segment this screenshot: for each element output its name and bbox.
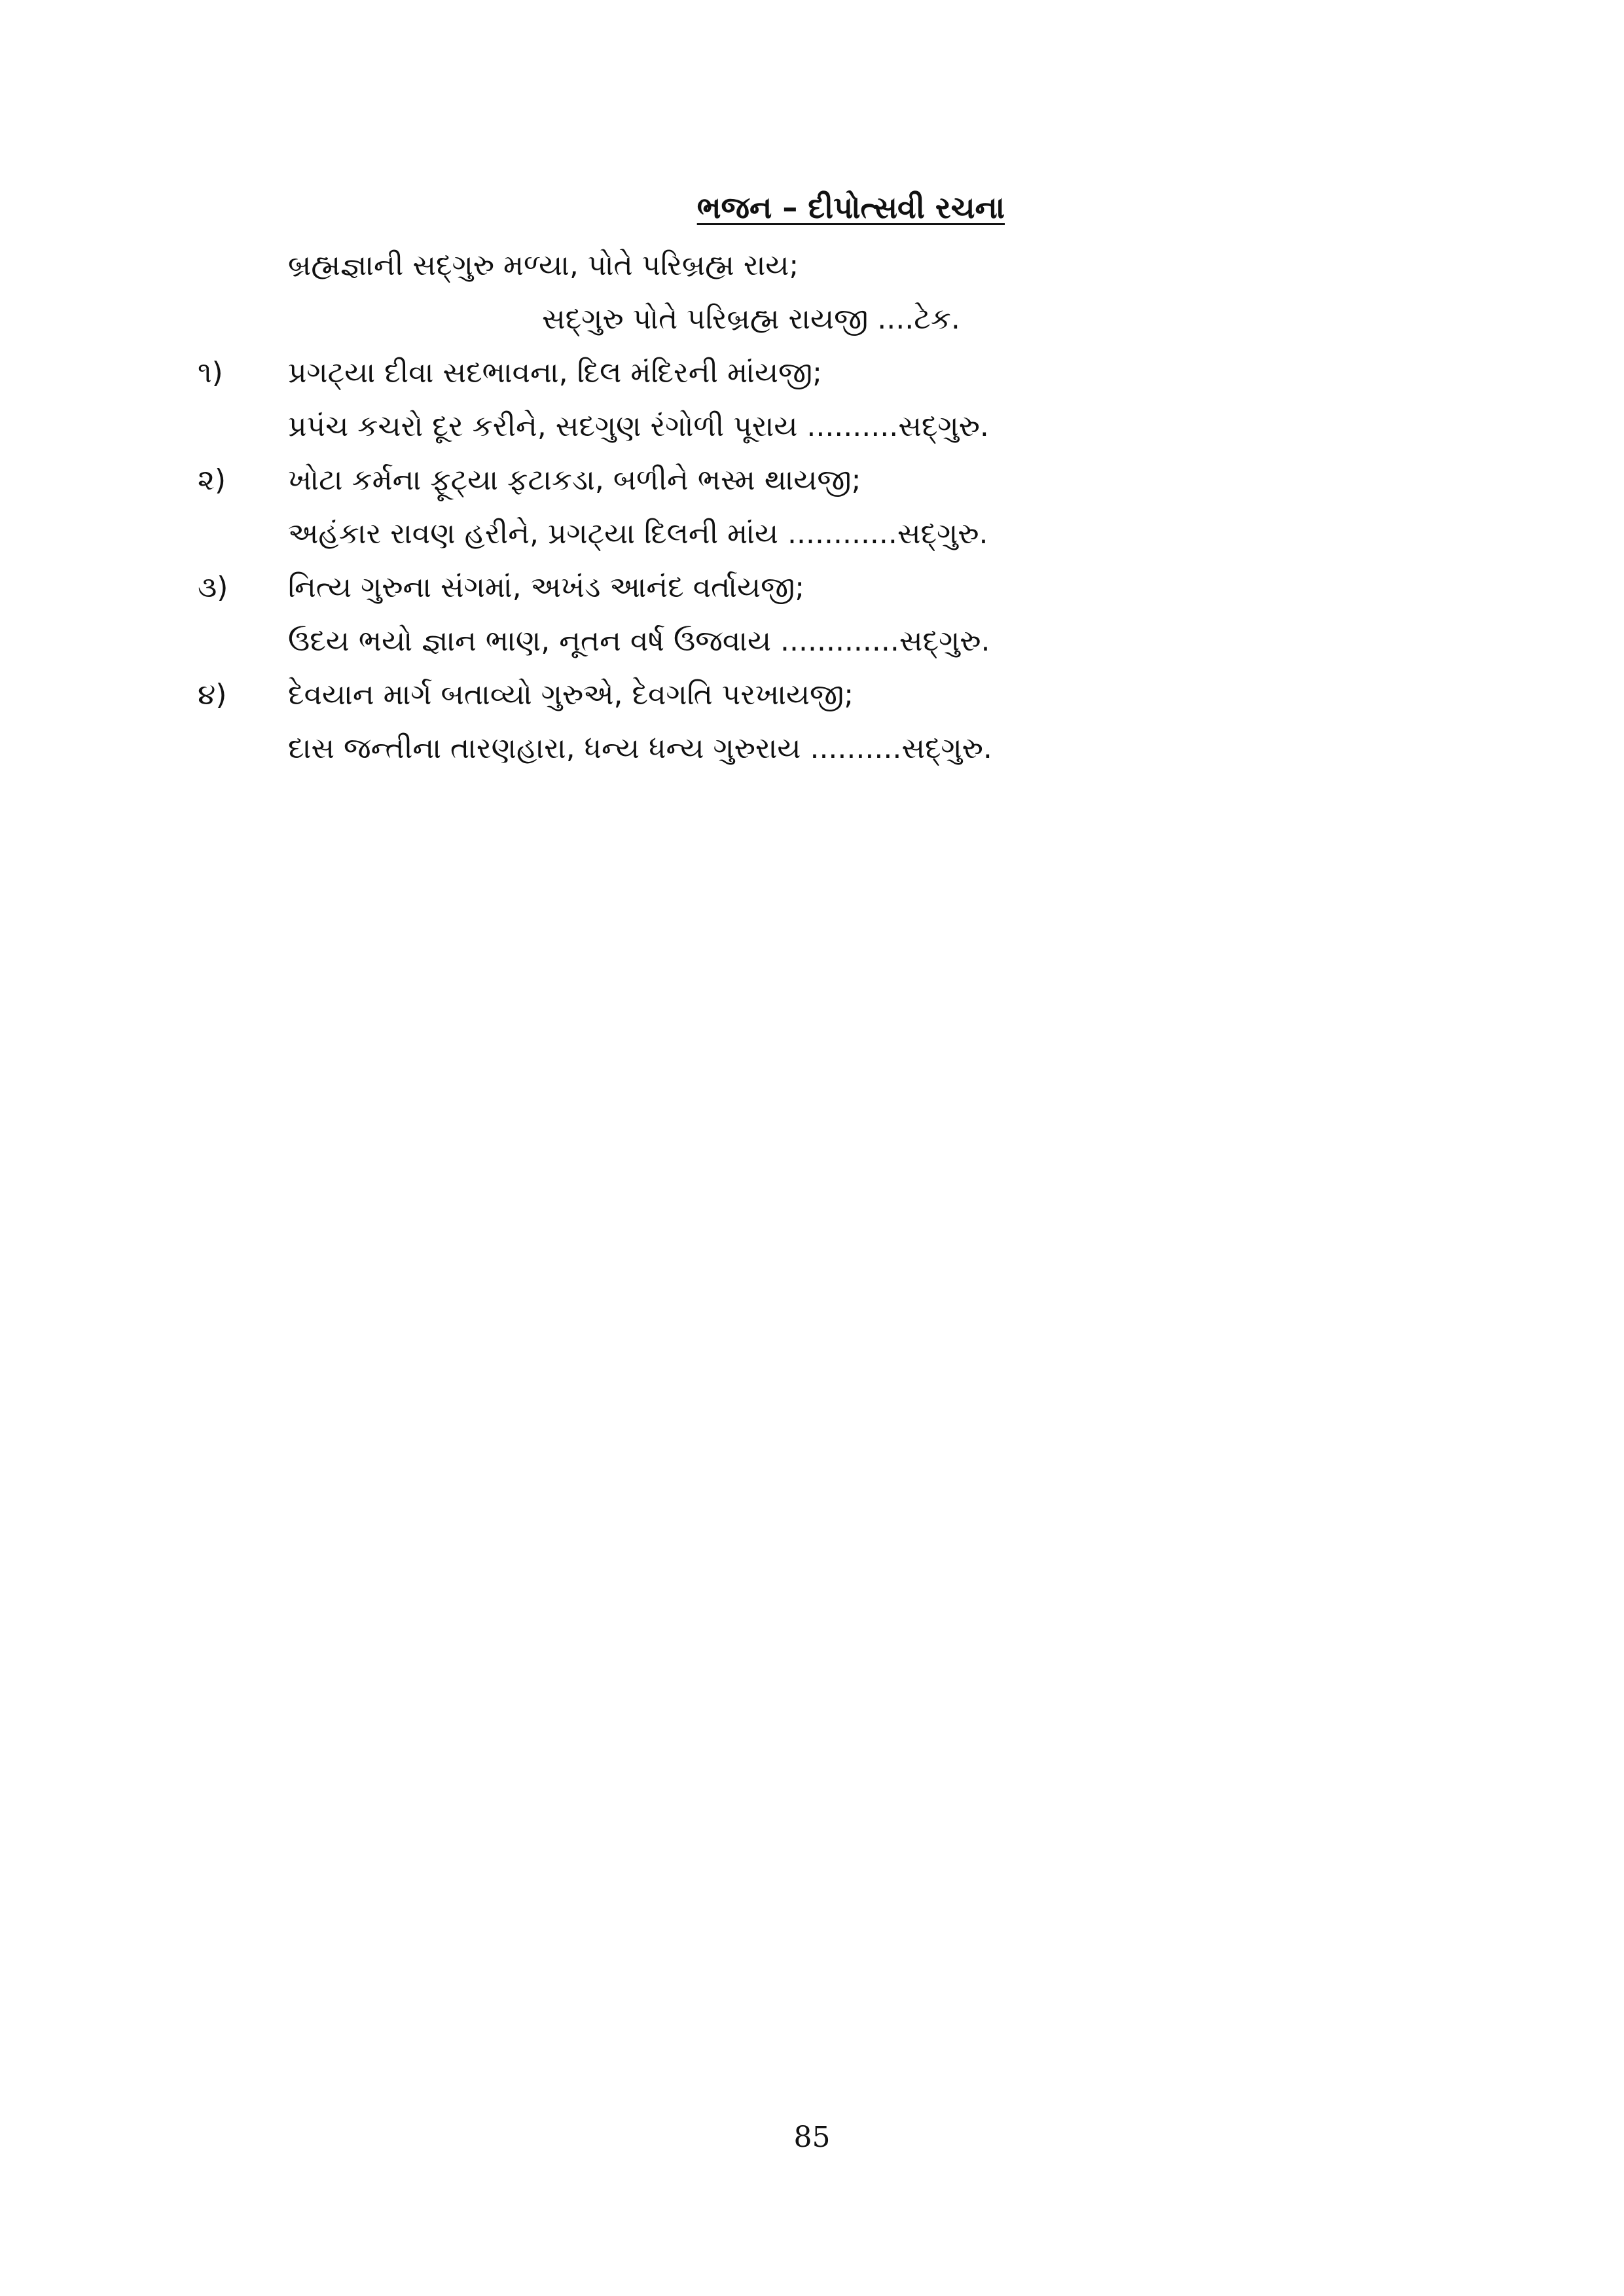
page-title: ભજન – દીપોત્સવી રચના [696, 190, 1005, 225]
verse-2-number: ૨) [198, 463, 226, 497]
verse-1-number: ૧) [198, 356, 223, 389]
verse-3-number: ૩) [198, 571, 228, 604]
verse-3-line-2: ઉદય ભયો જ્ઞાન ભાણ, નૂતન વર્ષ ઉજવાય .............સદ્‌ગુરુ. [288, 624, 990, 658]
verse-3-line-1: નિત્ય ગુરુના સંગમાં, અખંડ આનંદ વર્તાયજી; [288, 571, 805, 604]
verse-4-number: ૪) [198, 678, 227, 711]
page-number: 85 [793, 2121, 831, 2154]
verse-1-line-2: પ્રપંચ કચરો દૂર કરીને, સદગુણ રંગોળી પૂરાય ..........સદ્‌ગુરુ. [288, 410, 989, 443]
verse-4-line-2: દાસ જન્તીના તારણહારા, ધન્ય ધન્ય ગુરુરાય ..........સદ્‌ગુરુ. [288, 732, 992, 765]
verse-2-line-2: અહંકાર રાવણ હરીને, પ્રગટ્યા દિલની માંય ............સદ્‌ગુરુ. [288, 517, 988, 550]
verse-4-line-1: દેવયાન માર્ગ બતાવ્યો ગુરુએ, દેવગતિ પરખાયજી; [288, 678, 854, 711]
refrain-line-1: બ્રહ્મજ્ઞાની સદ્‌ગુરુ મળ્યા, પોતે પરિબ્રહ્મ રાય; [288, 249, 799, 282]
refrain-line-2: સદ્‌ગુરુ પોતે પરિબ્રહ્મ રાયજી ....ટેક. [542, 302, 960, 336]
verse-1-line-1: પ્રગટ્યા દીવા સદભાવના, દિલ મંદિરની માંયજી; [288, 356, 822, 389]
verse-2-line-1: ખોટા કર્મના ફૂટ્યા ફટાકડા, બળીને ભસ્મ થાયજી; [288, 463, 861, 497]
